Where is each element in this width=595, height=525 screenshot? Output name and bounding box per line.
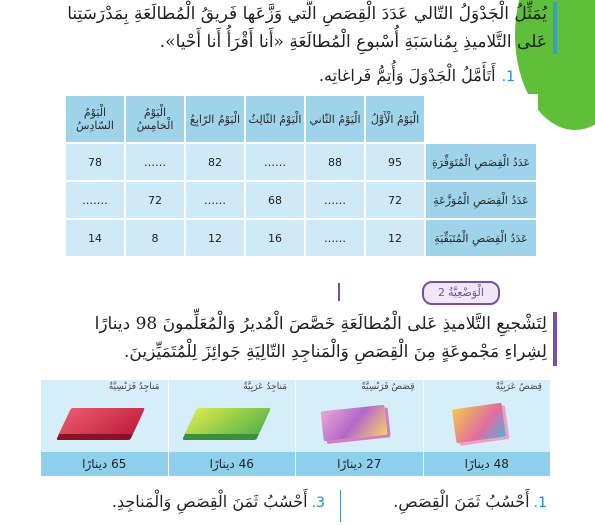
situation-margin-bar [553,312,557,366]
situation-label: الْوَضْعِيَّةُ [448,286,484,299]
day-header-5: الْيَوْمُ الْخامِسُ [125,95,185,143]
question-3-number: 3. [311,495,325,511]
question-3 [112,492,325,511]
french-stories-image [296,380,423,452]
intro-margin-bar [553,2,557,54]
intro-line-1: يُمَثِّلُ الْجَدْوَلُ التّالي عَدَدَ الْقِصَصِ الَّتي وَزَّعَها فَريقُ الْمُطالَعَةِ بِمَدْرَسَتِنا [67,4,547,24]
table-row [65,181,537,219]
question-1-text: أَحْسُبُ ثَمَنَ الْقِصَصِ. [393,492,530,511]
day-header-6: الْيَوْمُ السّادِسُ [65,95,125,143]
situation-badge [422,281,500,305]
table-cell: 88 [305,143,365,181]
situation-connector-line [338,283,340,301]
table-cell: …… [185,181,245,219]
table-cell: …… [305,219,365,257]
row-header-distributed: عَدَدُ الْقِصَصِ الْمُوَزَّعَةِ [425,181,537,219]
question-separator [340,490,341,522]
question-3-text: أَحْسُبُ ثَمَنَ الْقِصَصِ وَالْمَناجِدِ. [111,492,308,511]
price-value: 65 دينارًا [41,452,168,476]
arabic-stories-image [424,380,551,452]
book-icon [451,403,505,444]
table-cell: …… [245,143,305,181]
day-header-2: الْيَوْمُ الثّاني [305,95,365,143]
table-cell: 14 [65,219,125,257]
row-header-remaining: عَدَدُ الْقِصَصِ الْمُتَبَقِّيَةِ [425,219,537,257]
book-icon [59,408,145,434]
question-1-number: 1. [533,495,547,511]
situation-line-2: لِشِراءِ مَجْموعَةٍ مِنَ الْقِصَصِ وَالْمَناجِدِ التّالِيَةِ جَوائِزَ لِلْمُتَمَيِّزينَ. [124,342,547,362]
table-cell: 16 [245,219,305,257]
table-cell: 12 [365,219,425,257]
table-cell: 72 [365,181,425,219]
price-item-label: قِصَصٌ عَرَبِيَّةٌ [495,382,542,392]
table-cell: 78 [65,143,125,181]
step-1-number: 1. [501,69,515,85]
price-value: 46 دينارًا [169,452,296,476]
table-row [65,219,537,257]
table-cell: 72 [125,181,185,219]
question-1 [393,492,547,511]
situation-line-1: لِتَشْجيعِ التَّلاميذِ عَلى الْمُطالَعَةِ خَصَّصَ الْمُديرُ وَالْمُعَلِّمونَ 98 دينارًا [94,314,547,334]
table-cell: 68 [245,181,305,219]
table-cell: 95 [365,143,425,181]
book-icon [321,405,388,442]
price-item-label: قِصَصٌ فَرَنْسِيَّةٌ [361,382,415,392]
row-header-available: عَدَدُ الْقِصَصِ الْمُتَوَفِّرَةِ [425,143,537,181]
book-icon [184,408,270,434]
price-item-french-dictionaries [40,380,168,476]
table-cell: …… [125,143,185,181]
day-header-1: الْيَوْمُ الْأَوَّلُ [365,95,425,143]
price-item-label: مَناجِدُ عَرَبِيَّةٌ [243,382,287,392]
stories-table [64,94,538,258]
table-cell: …… [305,181,365,219]
intro-line-2: عَلى التَّلاميذِ بِمُناسَبَةِ أُسْبوعِ الْمُطالَعَةِ «أَنا أَقْرَأُ أَنا أَحْيا». [159,32,547,52]
day-header-3: الْيَوْمُ الثّالِثُ [245,95,305,143]
price-value: 27 دينارًا [296,452,423,476]
price-strip [40,380,550,476]
table-row [65,143,537,181]
price-item-arabic-dictionaries [168,380,296,476]
table-cell: 8 [125,219,185,257]
french-dictionaries-image [41,380,168,452]
price-item-arabic-stories [423,380,551,476]
table-cell: 12 [185,219,245,257]
table-cell: ……. [65,181,125,219]
table-corner [425,95,537,143]
step-1-text: أَتَأَمَّلُ الْجَدْوَلَ وَأُتِمُّ فَراغاتِه. [318,66,496,85]
price-item-label: مَناجِدُ فَرَنْسِيَّةٌ [108,382,160,392]
step-1-instruction [319,66,515,85]
situation-number: 2 [438,286,446,299]
price-item-french-stories [295,380,423,476]
arabic-dictionaries-image [169,380,296,452]
price-value: 48 دينارًا [424,452,551,476]
table-cell: 82 [185,143,245,181]
day-header-4: الْيَوْمُ الرّابِعُ [185,95,245,143]
table-header-row [65,95,537,143]
